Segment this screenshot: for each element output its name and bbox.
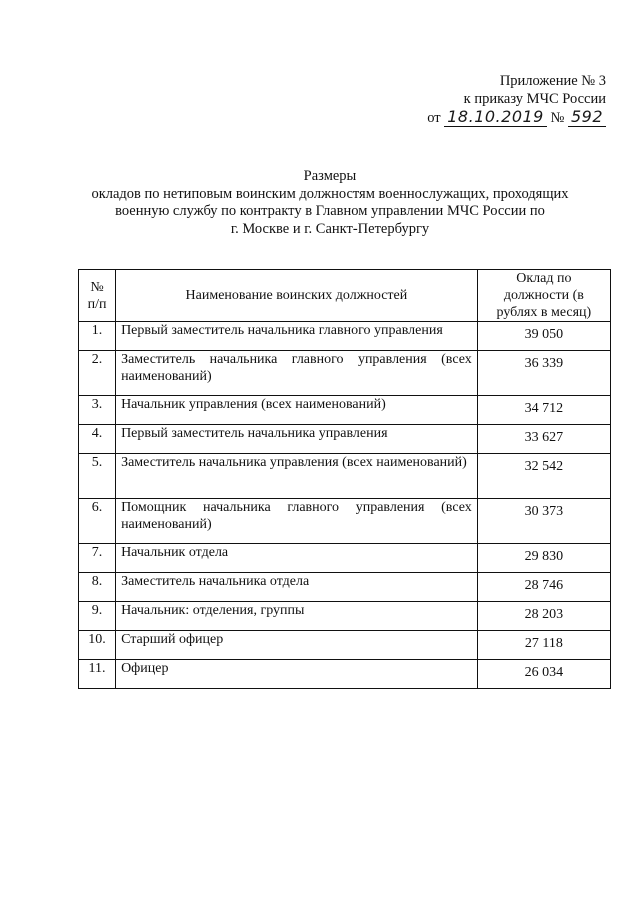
table-row: [79, 396, 611, 425]
row-salary: 30 373: [477, 499, 610, 544]
row-num: 9.: [79, 602, 116, 631]
row-salary: 36 339: [477, 351, 610, 396]
row-salary: 27 118: [477, 631, 610, 660]
appendix-title: Приложение № 3: [499, 73, 606, 89]
row-salary: 39 050: [477, 322, 610, 351]
row-position: Заместитель начальника управления (всех наименований): [116, 454, 478, 499]
row-position: Первый заместитель начальника управления: [116, 425, 478, 454]
row-position: Старший офицер: [116, 631, 478, 660]
row-num: 2.: [79, 351, 116, 396]
row-salary: 26 034: [477, 660, 610, 689]
row-salary: 33 627: [477, 425, 610, 454]
title-line-4: г. Москве и г. Санкт-Петербургу: [230, 220, 430, 237]
table-row: [79, 425, 611, 454]
row-num: 6.: [79, 499, 116, 544]
table-row: [79, 351, 611, 396]
row-position: Первый заместитель начальника главного управления: [116, 322, 478, 351]
table-row: [79, 544, 611, 573]
title-line-1: Размеры: [303, 168, 357, 184]
title-line-3: военную службу по контракту в Главном управлении МЧС России по: [115, 203, 545, 219]
appendix-block: [427, 73, 606, 128]
row-position: Заместитель начальника отдела: [116, 573, 478, 602]
appendix-date-line: [427, 108, 606, 128]
row-num: 8.: [79, 573, 116, 602]
row-num: 3.: [79, 396, 116, 425]
table-row: [79, 631, 611, 660]
table-row: [79, 660, 611, 689]
row-num: 4.: [79, 425, 116, 454]
document-title: [60, 168, 600, 238]
table-row: [79, 322, 611, 351]
title-line-2: окладов по нетиповым воинским должностям военнослужащих, проходящих: [91, 185, 569, 202]
table-header-row: [79, 270, 611, 322]
row-position: Начальник отдела: [116, 544, 478, 573]
header-name: Наименование воинских должностей: [116, 270, 478, 322]
row-position: Начальник: отделения, группы: [116, 602, 478, 631]
number-prefix: №: [550, 110, 565, 126]
row-num: 1.: [79, 322, 116, 351]
salary-table: [78, 269, 611, 689]
row-num: 11.: [79, 660, 116, 689]
row-salary: 34 712: [477, 396, 610, 425]
row-salary: 29 830: [477, 544, 610, 573]
row-position: Офицер: [116, 660, 478, 689]
table-row: [79, 499, 611, 544]
row-num: 10.: [79, 631, 116, 660]
date-prefix: от: [427, 110, 441, 126]
table-row: [79, 454, 611, 499]
appendix-order-ref: к приказу МЧС России: [463, 90, 606, 107]
table-row: [79, 602, 611, 631]
row-num: 7.: [79, 544, 116, 573]
row-salary: 32 542: [477, 454, 610, 499]
row-salary: 28 746: [477, 573, 610, 602]
handwritten-date: 18.10.2019: [444, 107, 547, 127]
row-salary: 28 203: [477, 602, 610, 631]
row-position: Помощник начальника главного управления (всех наименований): [116, 499, 478, 544]
handwritten-number: 592: [568, 107, 606, 127]
row-position: Заместитель начальника главного управления (всех наименований): [116, 351, 478, 396]
table-row: [79, 573, 611, 602]
row-position: Начальник управления (всех наименований): [116, 396, 478, 425]
header-salary: Оклад по должности (в рублях в месяц): [477, 270, 610, 322]
header-num: № п/п: [79, 270, 116, 322]
row-num: 5.: [79, 454, 116, 499]
